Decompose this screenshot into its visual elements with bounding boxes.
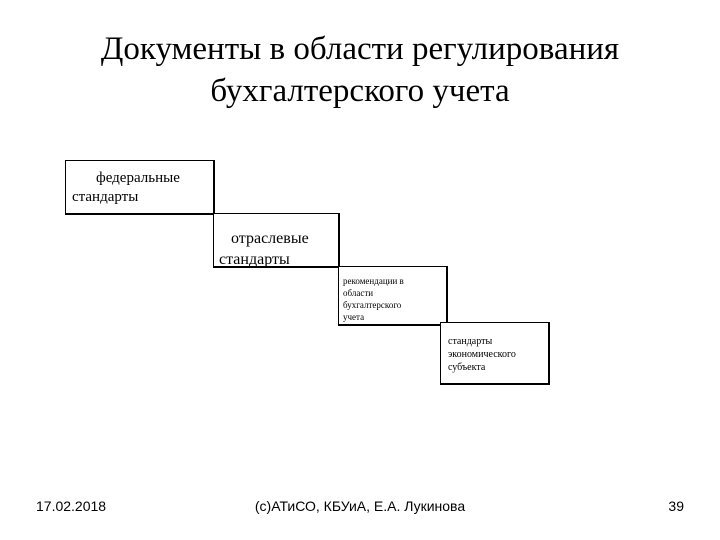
slide-title-line-2: бухгалтерского учета: [210, 73, 510, 109]
footer-credits: (c)АТиСО, КБУиА, Е.А. Лукинова: [254, 498, 466, 514]
entity-standards-line-2: экономического: [448, 349, 516, 360]
accounting-recommendations-line-1: рекомендации в: [343, 276, 404, 286]
slide-page-number: 39: [668, 498, 684, 514]
industry-standards-line-1: отраслевые: [231, 230, 309, 247]
federal-standards-line-1: федеральные: [96, 170, 180, 186]
slide-title: [0, 28, 720, 112]
slide-title-line-1: Документы в области регулирования: [100, 31, 620, 67]
accounting-recommendations-line-2: области: [343, 288, 374, 298]
entity-standards-box: [440, 322, 550, 385]
federal-standards-box: [65, 160, 215, 215]
accounting-recommendations-box: [338, 266, 448, 326]
industry-standards-box: [213, 213, 340, 268]
federal-standards-line-2: стандарты: [72, 189, 139, 205]
footer-date: 17.02.2018: [36, 498, 107, 514]
entity-standards-line-3: субъекта: [448, 362, 486, 373]
entity-standards-line-1: стандарты: [448, 336, 493, 347]
industry-standards-line-2: стандарты: [219, 251, 290, 268]
accounting-recommendations-line-4: учета: [343, 312, 365, 322]
accounting-recommendations-line-3: бухгалтерского: [343, 300, 402, 310]
